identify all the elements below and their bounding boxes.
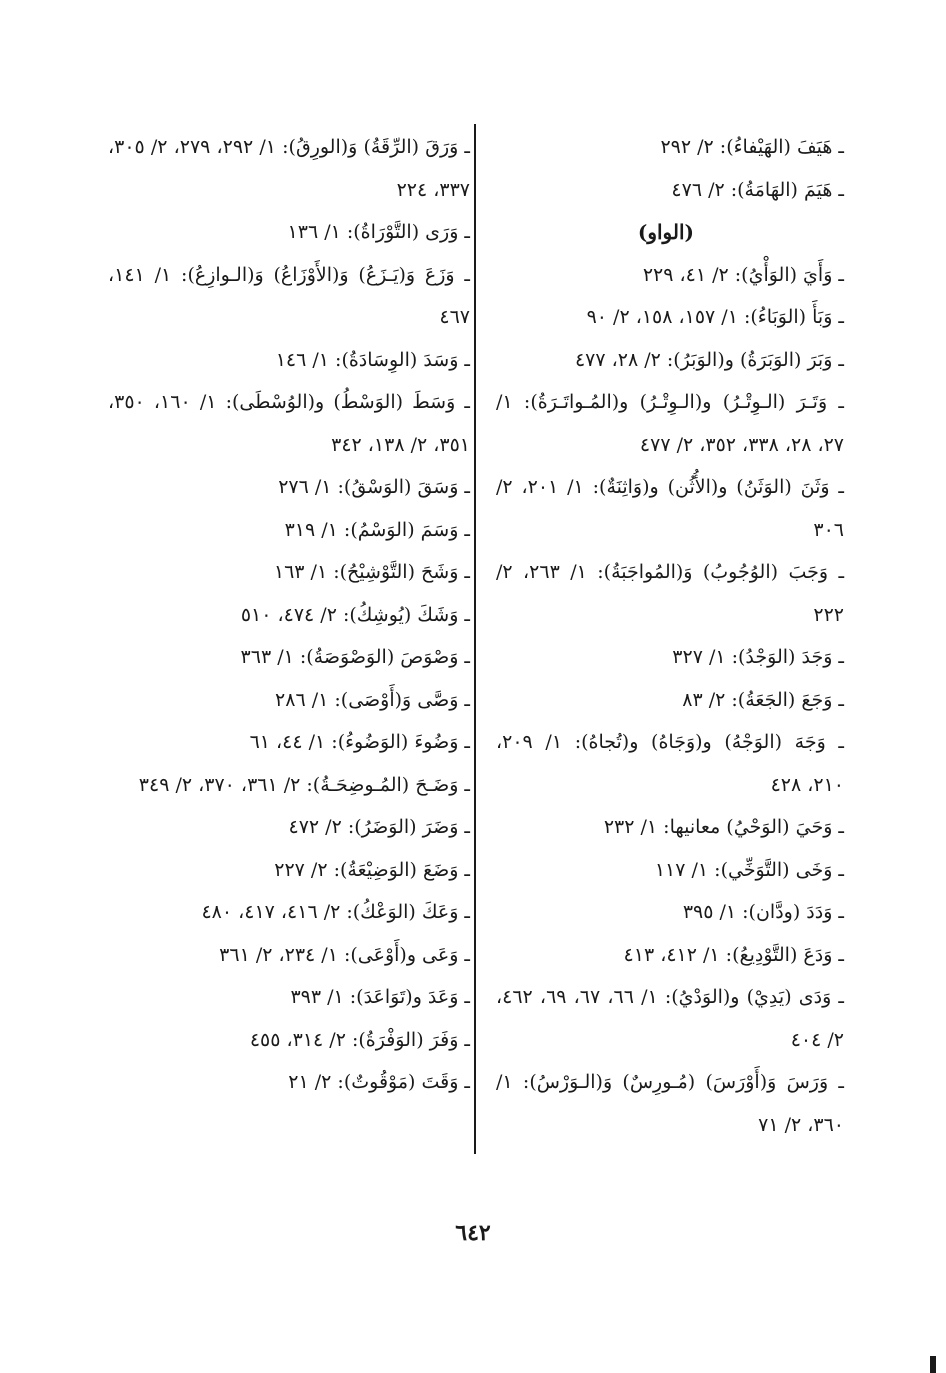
right-column — [496, 126, 844, 1146]
index-entry: ـ وَعَدَ و(تَوَاعَدَ): ١/ ٣٩٣ — [290, 986, 470, 1008]
index-entry: ـ وَفَرَ (الوَفْرَةُ): ٢/ ٣١٤، ٤٥٥ — [249, 1028, 470, 1051]
index-entry: ـ وَبَرَ (الوَبَرَةُ) و(الوَبَرُ): ٢/ ٢٨، ٤٧٧ — [574, 348, 844, 371]
index-entry: ـ وَثَنَ (الوَثَنُ) و(الأُثُن) و(وَاثِنَةٌ): ١/ ٢٠١، ٢/ ٣٠٦ — [496, 476, 844, 541]
index-entry: ـ وَتَـرَ (الـوِتْـرُ) و(الـوِتْـرُ) و(المُـواتَـرَةُ): ١/ ٢٧، ٢٨، ٣٣٨، ٣٥٢، ٢/ ٤٧٧ — [496, 391, 844, 456]
index-entry: ـ وَجَدَ (الوَجْدُ): ١/ ٣٢٧ — [672, 646, 844, 668]
index-entry: ـ هَيَمَ (الهَامَةُ): ٢/ ٤٧٦ — [671, 178, 844, 201]
index-entry: ـ وَعَى و(أَوْعَى): ١/ ٢٣٤، ٢/ ٣٦١ — [219, 943, 470, 966]
index-entry: ـ وَسَطَ (الوَسْطُ) و(الوُسْطَى): ١/ ١٦٠، ٣٥٠، ٣٥١، ٢/ ١٣٨، ٣٤٢ — [108, 391, 470, 456]
section-heading: (الواو) — [637, 220, 694, 244]
index-entry: ـ وَرَى (التَّوْرَاةُ): ١/ ١٣٦ — [287, 221, 470, 243]
index-entry: ـ هَيَفَ (الهَيْفاءُ): ٢/ ٢٩٢ — [660, 136, 844, 158]
index-entry: ـ وَدَدَ (ودَّان): ١/ ٣٩٥ — [682, 901, 844, 923]
index-entry: ـ وَسَمَ (الوَسْمُ): ١/ ٣١٩ — [284, 518, 470, 541]
index-entry: ـ وَزَعَ وَ(يَـزَعُ) وَ(الأَوْزَاعُ) وَ(الـوازِعُ): ١/ ١٤١، ٤٦٧ — [108, 263, 470, 328]
index-entry: ـ وَضُوءَ (الوَضُوءُ): ١/ ٤٤، ٦١ — [249, 731, 470, 753]
column-divider — [474, 124, 476, 1154]
index-entry: ـ وَخَى (التَّوَخِّي): ١/ ١١٧ — [654, 858, 844, 881]
index-entry: ـ وَرَقَ (الرِّقَةُ) وَ(الورِقُ): ١/ ٢٩٢، ٢٧٩، ٢/ ٣٠٥، ٣٣٧، ٢٢٤ — [108, 136, 470, 201]
index-entry: ـ وَشَكَ (يُوشِكُ): ٢/ ٤٧٤، ٥١٠ — [240, 603, 470, 626]
index-entry: ـ وَضَـحَ (المُـوضِحَـةُ): ٢/ ٣٦١، ٣٧٠، ٢/ ٣٤٩ — [138, 773, 470, 796]
page-number: ٦٤٢ — [455, 1220, 491, 1246]
index-entry: ـ وَدَعَ (التَّوْدِيعُ): ١/ ٤١٢، ٤١٣ — [623, 943, 844, 966]
index-entry: ـ وَدَى (يَدِيْ) و(الوَدْيُ): ١/ ٦٦، ٦٧، ٦٩، ٤٦٢، ٢/ ٤٠٤ — [496, 986, 844, 1051]
scan-edge-mark — [930, 1356, 936, 1373]
index-entry: ـ وَسَقَ (الوَسْقُ): ١/ ٢٧٦ — [278, 476, 470, 498]
index-entry: ـ وَشَحَ (التَّوْشِيْحُ): ١/ ١٦٣ — [273, 561, 470, 583]
index-entry: ـ وَأَيَ (الوَأْيُ): ٢/ ٤١، ٢٢٩ — [642, 263, 844, 286]
index-entry: ـ وَقَتَ (مَوْقُوتٌ): ٢/ ٢١ — [288, 1071, 470, 1093]
index-entry: ـ وَصْوَصَ (الوَصْوَصَةُ): ١/ ٣٦٣ — [240, 646, 470, 668]
index-entry: ـ وَضَرَ (الوَضَرُ): ٢/ ٤٧٢ — [288, 816, 470, 838]
index-entry: ـ وَجَهَ (الوَجْهُ) و(وَجَاهُ) و(تُجاهُ): ١/ ٢٠٩، ٢١٠، ٤٢٨ — [496, 731, 844, 796]
index-entry: ـ وَبَأَ (الوَبَاءُ): ١/ ١٥٧، ١٥٨، ٢/ ٩٠ — [586, 306, 844, 328]
index-entry: ـ وَجَبَ (الوُجُوبُ) وَ(المُواجَبَةُ): ١/ ٢٦٣، ٢/ ٢٢٢ — [496, 561, 845, 626]
index-entry: ـ وَجَعَ (الجَعَةُ): ٢/ ٨٣ — [682, 688, 844, 711]
index-entry: ـ وَعَكَ (الوَعْكُ): ٢/ ٤١٦، ٤١٧، ٤٨٠ — [201, 901, 470, 923]
index-entry: ـ وَرَسَ وَ(أَوْرَسَ) (مُـورِسٌ) وَ(الـوَرْسُ): ١/ ٣٦٠، ٢/ ٧١ — [496, 1071, 844, 1136]
index-entry: ـ وَضَعَ (الوَضِيْعَةُ): ٢/ ٢٢٧ — [274, 858, 470, 881]
index-entry: ـ وَصَّى وَ(أَوْصَى): ١/ ٢٨٦ — [275, 688, 470, 711]
index-entry: ـ وَحَيَ (الوَحْيُ) معانيها: ١/ ٢٣٢ — [603, 816, 844, 838]
index-entry: ـ وَسَدَ (الوِسَادَةُ): ١/ ١٤٦ — [275, 348, 470, 371]
left-column — [108, 126, 470, 1104]
